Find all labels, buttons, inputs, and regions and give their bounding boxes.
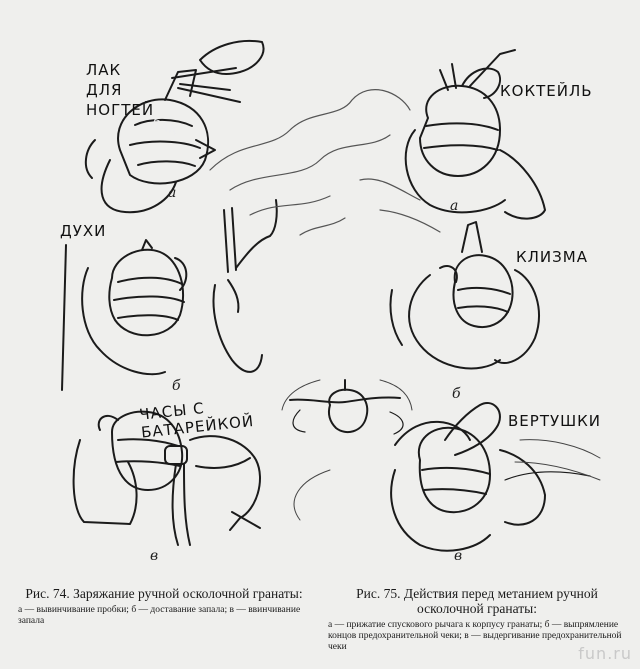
polish-on-grenade-label: ЛАК: [148, 115, 181, 139]
fig75-caption-title: Рис. 75. Действия перед метанием ручной осколочной гранаты:: [356, 586, 598, 616]
fig75-caption: [328, 586, 626, 653]
spinners-label: ВЕРТУШКИ: [508, 412, 602, 430]
fig75-letter-v: в: [454, 548, 463, 564]
fig75a-lever-press-drawing: [406, 50, 545, 219]
watermark: fun.ru: [578, 644, 632, 663]
watch-label: ЧАСЫ С БАТАРЕЙКОЙ: [138, 399, 255, 442]
fig74-caption: [18, 586, 310, 627]
fig74-letter-v: в: [150, 548, 159, 564]
cocktail-label: КОКТЕЙЛЬ: [500, 82, 593, 100]
fig75-letter-b: б: [452, 386, 461, 402]
enema-label: КЛИЗМА: [516, 248, 588, 266]
fig75b-pin-straighten-drawing: [390, 222, 538, 368]
perfume-label: ДУХИ: [60, 222, 107, 240]
fig74-letter-b: б: [172, 378, 181, 394]
fig74-caption-body: а — вывинчивание пробки; б — доставание запала; в — ввинчивание запала: [18, 605, 301, 626]
spinner-grenade-drawing: [290, 380, 403, 434]
fig75-letter-a: а: [450, 198, 459, 214]
fig75-caption-body: а — прижатие спускового рычага к корпусу гранаты; б — выпрямление концов предохранительной чеки; в — выдергивание предохранительной чеки: [328, 620, 622, 652]
nail-polish-label: ЛАК ДЛЯ НОГТЕЙ: [86, 61, 155, 119]
fig74-caption-title: Рис. 74. Заряжание ручной осколочной гранаты:: [25, 586, 303, 601]
fig74-letter-a: а: [168, 185, 177, 201]
